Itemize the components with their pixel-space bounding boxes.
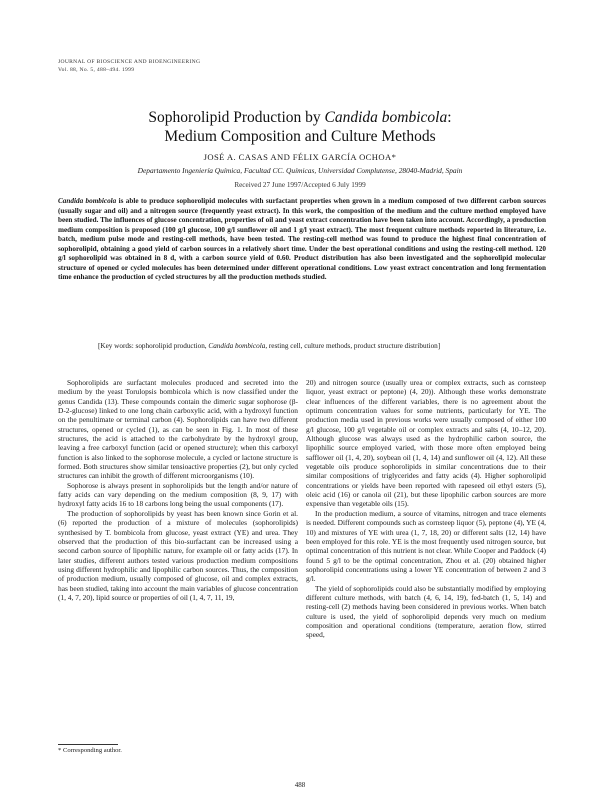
title-organism: Candida bombicola [324,109,448,126]
journal-header [58,58,318,74]
journal-volume: Vol. 88, No. 5, 488–494. 1999 [58,67,135,73]
abstract-text: is able to produce sophorolipid molecules with surfactant properties when grown in a medium composed of two different carbon sources (usually sugar and oil) and a nitrogen source (frequently yeast extract). In this work, the composition of the medium and the culture method employed have been studied. The influences of glucose concentration, properties of oil and yeast extract concentration have been taken into account. Accordingly, a production medium composition is proposed (100 g/l glucose, 100 g/l sunflower oil and 1 g/l yeast extract). The most frequent culture methods reported in literature, i.e. batch, medium pulse mode and resting-cell methods, have been tested. The resting-cell method was found to produce the highest final concentration of sophorolipid, obtaining a good yield of carbon sources in a relatively short time. Under the best operational conditions and using the resting-cell method. 120 g/l sophorolipid was obtained in 8 d, with a carbon source yield of 0.60. Product distribution has also been investigated and the sophorolipid molecular structure of opened or cycled molecules has been determined under different operational conditions. Low yeast extract concentration and long fermentation time enhance the production of cycled structures by all the production methods studied. [58,197,546,281]
journal-name: JOURNAL OF BIOSCIENCE AND BIOENGINEERING [58,59,201,65]
body-paragraph: Sophorose is always present in sophorolipids but the length and/or nature of fatty acids can vary depending on the medium composition (8, 9, 17) with hydroxyl fatty acids 16 to 18 carbons long being the usual components (17). [58,480,298,509]
body-paragraph: 20) and nitrogen source (usually urea or complex extracts, such as cornsteep liquor, yeast extract or peptone) (4, 20)). Although these works demonstrate clear influences of the different variables, there is no agreement about the optimum concentration values for some nutrients, particularly for YE. The production media used in previous works were usually composed of either 100 g/l glucose, 100 g/l vegetable oil or complex extracts and salts (4, 10–12, 20). Although glucose was always used as the hydrophilic carbon source, the lipophilic source employed varied, with those more often employed being safflower oil (1, 4, 20), soybean oil (1, 4, 14) and sunflower oil (4, 12). All these vegetable oils produce sophorolipids in similar concentrations due to their similar compositions of triglycerides and fatty acids (4). Higher sophorolipid concentrations or yields have been reported with rapeseed oil ethyl esters (5), oleic acid (16) or canola oil (21), but these lipophilic carbon sources are more expensive than vegetable oils (15). [306,378,546,509]
body-paragraph: In the production medium, a source of vitamins, nitrogen and trace elements is needed. Different compounds such as cornsteep liquor (5), peptone (4), YE (4, 10) and mixtures of YE with urea (1, 7, 18, 20) or different salts (12, 14) have been employed for this role. YE is the most frequently used nitrogen source, but optimal concentration of this nutrient is not clear. While Cooper and Paddock (4) found 5 g/l to be the optimal concentration, Zhou et al. (20) obtained higher sophorolipid concentrations using a lower YE concentration of between 2 and 3 g/l. [306,508,546,584]
keywords [98,342,528,352]
page-number: 488 [294,781,306,789]
keywords-label: [Key words: [98,342,134,350]
keywords-text-1: sophorolipid production, [133,342,209,350]
body-paragraph: The yield of sophorolipids could also be substantially modified by employing different culture methods, with batch (4, 6, 14, 19), fed-batch (1, 5, 14) and resting-cell (2) methods having been considered in previous works. When batch culture is used, the yield of sophorolipid depends very much on medium composition and operational conditions (temperature, aeration flow, stirred speed, [306,583,546,640]
title-suffix: : [447,109,452,126]
keywords-organism: Candida bombicola [208,342,266,350]
body-column-left [58,378,298,602]
received-date: Received 27 June 1997/Accepted 6 July 1999 [234,181,366,189]
body-paragraph: The production of sophorolipids by yeast has been known since Gorin et al. (6) reported the production of a mixture of molecules (sophorolipids) synthesised by T. bombicola from glucose, yeast extract (YE) and urea. They observed that the production of this bio-surfactant can be increased using a second carbon source of lipophilic nature, for example oil or fatty acids (17). In later studies, different authors tested various production medium compositions using different hydrophilic and lipophilic carbon sources. Thus, the composition of production medium, usually composed of glucose, oil and complex extracts, has been studied, taking into account the main variables of glucose concentration (1, 4, 7, 20), lipid source or properties of oil (1, 4, 7, 11, 19, [58,508,298,602]
body-column-right [306,378,546,640]
authors: JOSÉ A. CASAS AND FÉLIX GARCÍA OCHOA* [203,152,397,162]
body-paragraph: Sophorolipids are surfactant molecules produced and secreted into the medium by the yeast Torulopsis bombicola which is now classified under the genus Candida (13). These compounds contain the dimeric sugar sophorose (β-D-2-glucose) linked to one long chain carboxylic acid, with a hydroxyl function on the penultimate or terminal carbon (4). Sophorolipids can have two different structures, opened or cycled (1), as can be seen in Fig. 1. In most of these structures, the acid is attached to the carbohydrate by the hydroxyl group, leaving a free carboxyl function (acid or opened structure); when this carboxyl function is also linked to the sophorose molecule, a cycled or lactone structure is formed. Both structures show similar tensioactive properties (2), but only cycled structures can inhibit the growth of different microorganisms (10). [58,378,298,481]
abstract [58,197,546,283]
keywords-text-2: , resting cell, culture methods, product structure distribution] [265,342,441,350]
article-title-line-1 [40,108,560,127]
article-title-line-2: Medium Composition and Culture Methods [164,128,436,145]
footnote: * Corresponding author. [58,747,122,754]
title-prefix: Sophorolipid Production by [148,109,325,126]
abstract-organism: Candida bombicola [58,197,117,205]
affiliation: Departamento Ingeniería Química, Facultad CC. Químicas, Universidad Complutense, 28040-Madrid, Spain [137,166,463,175]
footnote-divider [58,744,118,745]
